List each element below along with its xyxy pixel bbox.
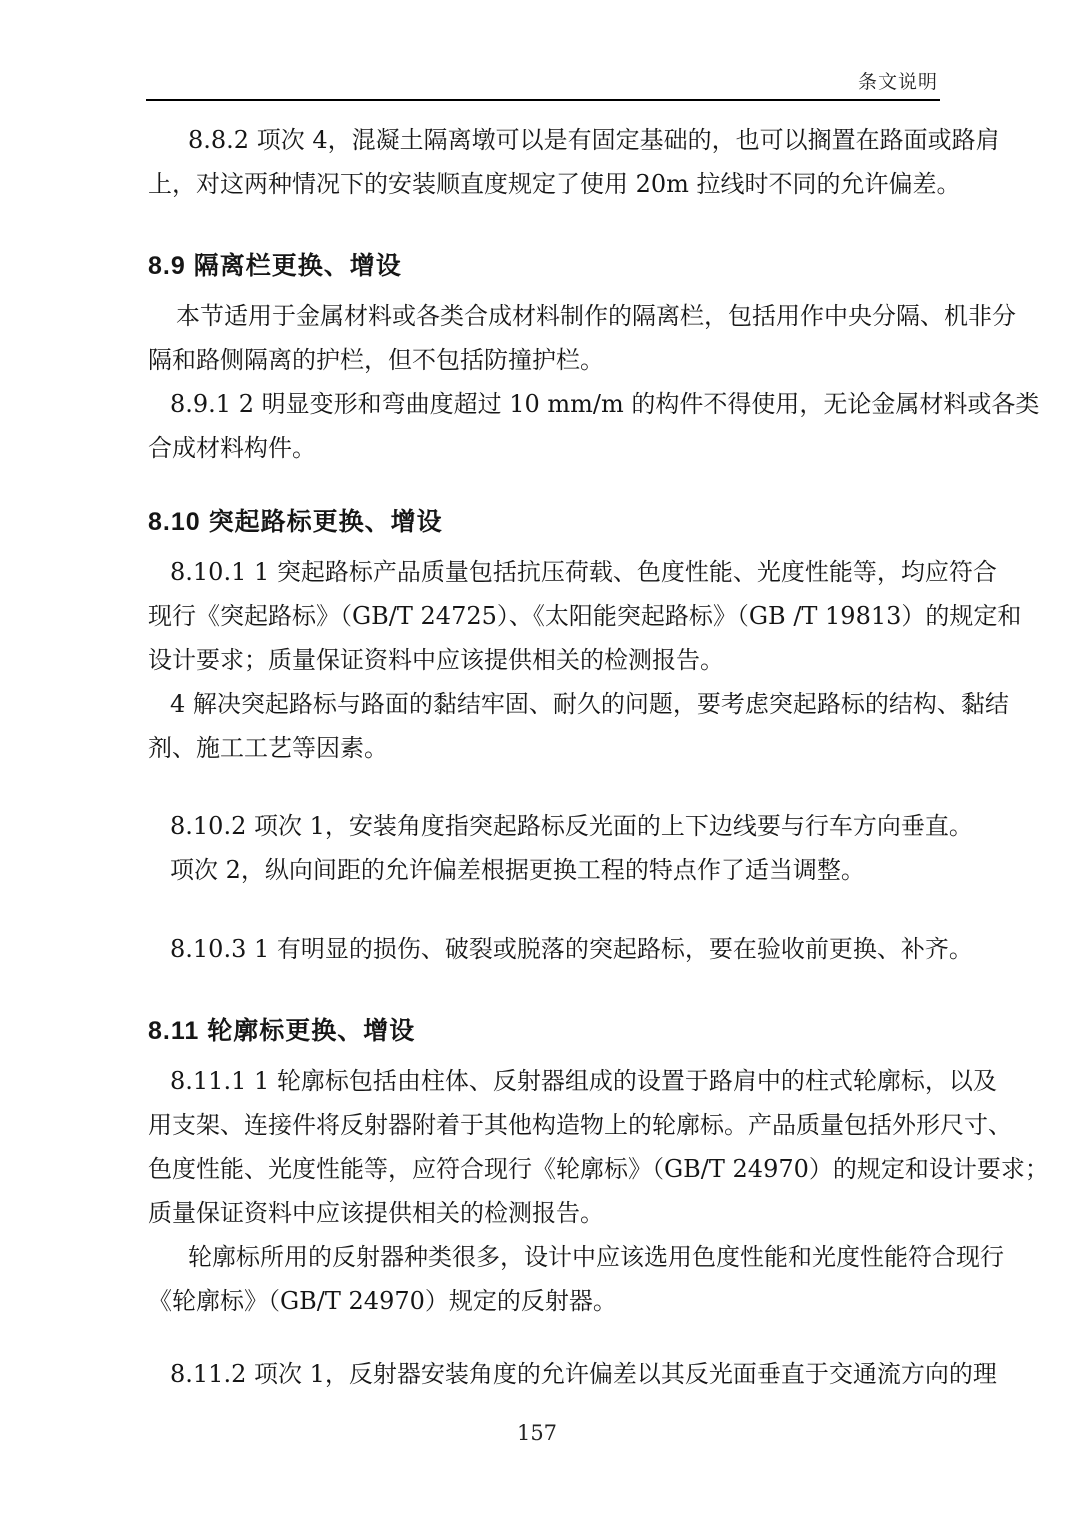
paragraph-8-10-1-line: 设计要求；质量保证资料中应该提供相关的检测报告。 <box>148 646 724 674</box>
paragraph-8-11-1-reflector-line: 《轮廓标》（GB/T 24970）规定的反射器。 <box>148 1287 617 1315</box>
page-number: 157 <box>516 1421 558 1445</box>
section-heading-8-10: 8.10 突起路标更换、增设 <box>148 508 443 536</box>
paragraph-8-11-2-line: 8.11.2 项次 1，反射器安装角度的允许偏差以其反光面垂直于交通流方向的理 <box>170 1360 997 1388</box>
document-body <box>148 118 1049 1396</box>
running-head: 条文说明 <box>857 71 938 93</box>
paragraph-8-10-1-item4-line: 剂、施工工艺等因素。 <box>148 734 388 762</box>
paragraph-8-10-1-item4-line: 4 解决突起路标与路面的黏结牢固、耐久的问题，要考虑突起路标的结构、黏结 <box>170 690 1009 718</box>
paragraph-8-11-1-line: 色度性能、光度性能等，应符合现行《轮廓标》（GB/T 24970）的规定和设计要求； <box>148 1155 1049 1183</box>
paragraph-8-10-3-line: 8.10.3 1 有明显的损伤、破裂或脱落的突起路标，要在验收前更换、补齐。 <box>170 935 973 963</box>
paragraph-8-8-2-line: 上，对这两种情况下的安装顺直度规定了使用 20m 拉线时不同的允许偏差。 <box>148 170 961 198</box>
section-heading-8-9: 8.9 隔离栏更换、增设 <box>148 252 402 280</box>
paragraph-8-11-1-line: 用支架、连接件将反射器附着于其他构造物上的轮廓标。产品质量包括外形尺寸、 <box>148 1111 1012 1139</box>
paragraph-8-9-1-line: 合成材料构件。 <box>148 434 316 462</box>
section-heading-8-11: 8.11 轮廓标更换、增设 <box>148 1017 416 1045</box>
paragraph-8-9-1-line: 8.9.1 2 明显变形和弯曲度超过 10 mm/m 的构件不得使用，无论金属材料或各类 <box>170 390 1040 418</box>
paragraph-8-11-1-line: 质量保证资料中应该提供相关的检测报告。 <box>148 1199 604 1227</box>
paragraph-8-10-1-line: 现行《突起路标》（GB/T 24725）、《太阳能突起路标》（GB /T 19813）的规定和 <box>148 602 1022 630</box>
paragraph-8-8-2-line: 8.8.2 项次 4，混凝土隔离墩可以是有固定基础的，也可以搁置在路面或路肩 <box>188 126 1000 154</box>
paragraph-8-9-intro-line: 隔和路侧隔离的护栏，但不包括防撞护栏。 <box>148 346 604 374</box>
paragraph-8-10-2-line: 8.10.2 项次 1，安装角度指突起路标反光面的上下边线要与行车方向垂直。 <box>170 812 973 840</box>
paragraph-8-10-1-line: 8.10.1 1 突起路标产品质量包括抗压荷载、色度性能、光度性能等，均应符合 <box>170 558 997 586</box>
paragraph-8-9-intro-line: 本节适用于金属材料或各类合成材料制作的隔离栏，包括用作中央分隔、机非分 <box>176 302 1016 330</box>
paragraph-8-11-1-line: 8.11.1 1 轮廓标包括由柱体、反射器组成的设置于路肩中的柱式轮廓标，以及 <box>170 1067 997 1095</box>
header-rule <box>146 99 940 101</box>
paragraph-8-11-1-reflector-line: 轮廓标所用的反射器种类很多，设计中应该选用色度性能和光度性能符合现行 <box>188 1243 1004 1271</box>
paragraph-8-10-2-line: 项次 2，纵向间距的允许偏差根据更换工程的特点作了适当调整。 <box>170 856 865 884</box>
